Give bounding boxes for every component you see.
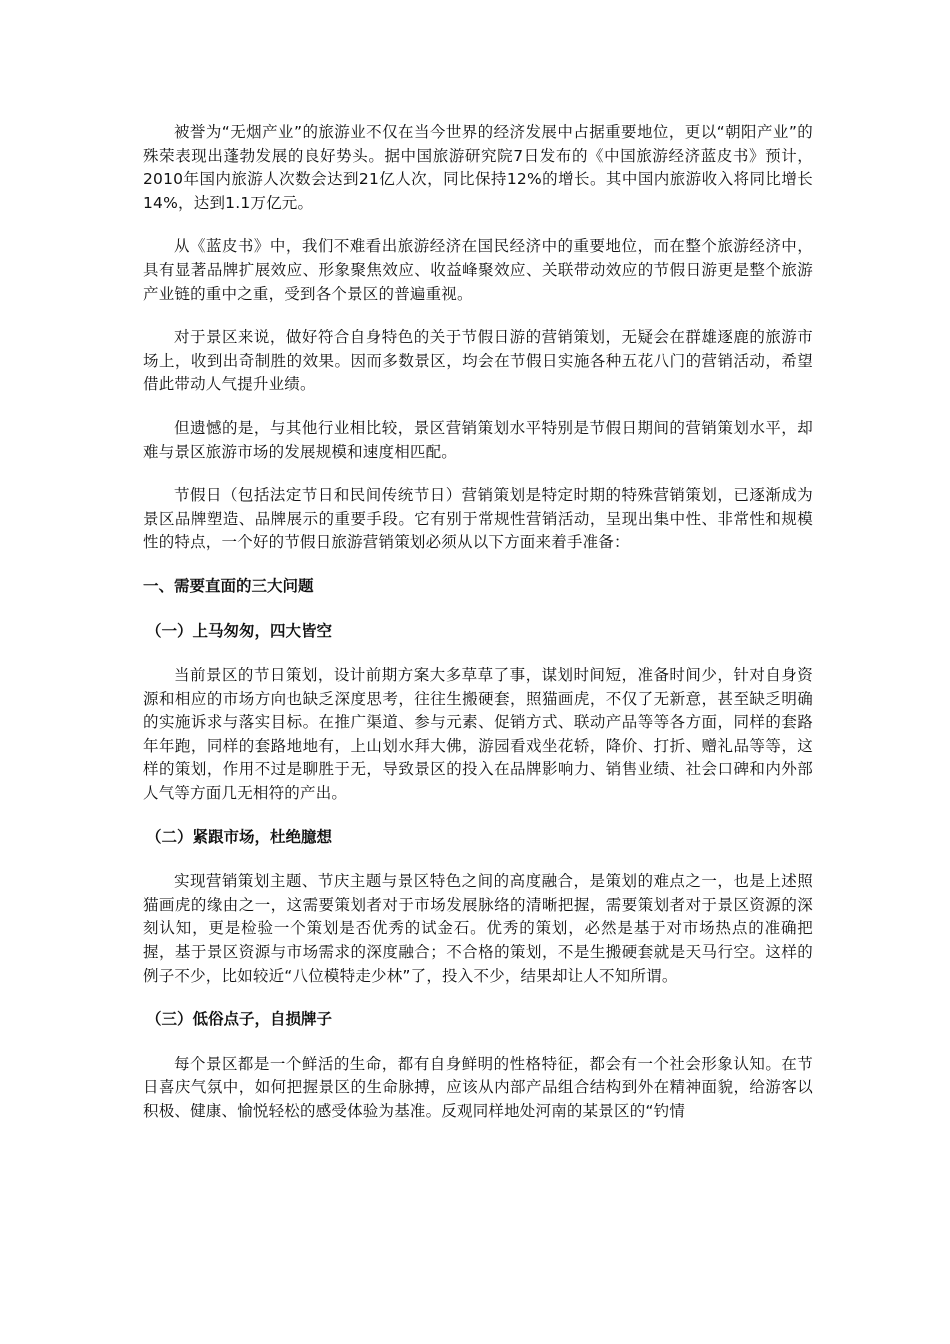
- subsection-heading-2: （二）紧跟市场，杜绝臆想: [146, 827, 333, 846]
- subsection-paragraph-1: 当前景区的节日策划，设计前期方案大多草草了事，谋划时间短，准备时间少，针对自身资源和相应的市场方向也缺乏深度思考，往往生搬硬套，照猫画虎，不仅了无新意，甚至缺乏明确的实施诉求与落实目标。在推广渠道、参与元素、促销方式、联动产品等等各方面，同样的套路年年跑，同样的套路地地有，上山划水拜大佛，游园看戏坐花轿，降价、打折、赠礼品等等，这样的策划，作用不过是聊胜于无，导致景区的投入在品牌影响力、销售业绩、社会口碑和内外部人气等方面几无相符的产出。: [143, 666, 813, 803]
- paragraph-intro-4: 但遗憾的是，与其他行业相比较，景区营销策划水平特别是节假日期间的营销策划水平，却难与景区旅游市场的发展规模和速度相匹配。: [143, 418, 813, 461]
- paragraph-intro-1: 被誉为“无烟产业”的旅游业不仅在当今世界的经济发展中占据重要地位，更以“朝阳产业”的殊荣表现出蓬勃发展的良好势头。据中国旅游研究院7日发布的《中国旅游经济蓝皮书》预计，2010年国内旅游人次数会达到21亿人次，同比保持12%的增长。其中国内旅游收入将同比增长14%，达到1.1万亿元。: [143, 123, 813, 212]
- section-heading-1: 一、需要直面的三大问题: [143, 576, 314, 595]
- subsection-heading-3: （三）低俗点子，自损牌子: [146, 1010, 333, 1029]
- paragraph-intro-5: 节假日（包括法定节日和民间传统节日）营销策划是特定时期的特殊营销策划，已逐渐成为景区品牌塑造、品牌展示的重要手段。它有别于常规性营销活动，呈现出集中性、非常性和规模性的特点，一个好的节假日旅游营销策划必须从以下方面来着手准备：: [143, 486, 813, 552]
- paragraph-intro-2: 从《蓝皮书》中，我们不难看出旅游经济在国民经济中的重要地位，而在整个旅游经济中，具有显著品牌扩展效应、形象聚焦效应、收益峰聚效应、关联带动效应的节假日游更是整个旅游产业链的重中之重，受到各个景区的普遍重视。: [143, 237, 813, 303]
- subsection-heading-1: （一）上马匆匆，四大皆空: [146, 621, 333, 640]
- paragraph-intro-3: 对于景区来说，做好符合自身特色的关于节假日游的营销策划，无疑会在群雄逐鹿的旅游市场上，收到出奇制胜的效果。因而多数景区，均会在节假日实施各种五花八门的营销活动，希望借此带动人气提升业绩。: [143, 328, 813, 394]
- subsection-paragraph-3: 每个景区都是一个鲜活的生命，都有自身鲜明的性格特征，都会有一个社会形象认知。在节日喜庆气氛中，如何把握景区的生命脉搏，应该从内部产品组合结构到外在精神面貌，给游客以积极、健康、愉悦轻松的感受体验为基准。反观同样地处河南的某景区的“钓情: [143, 1054, 813, 1120]
- document-body: [143, 121, 813, 1144]
- subsection-paragraph-2: 实现营销策划主题、节庆主题与景区特色之间的高度融合，是策划的难点之一，也是上述照猫画虎的缘由之一，这需要策划者对于市场发展脉络的清晰把握，需要策划者对于景区资源的深刻认知，更是检验一个策划是否优秀的试金石。优秀的策划，必然是基于对市场热点的准确把握，基于景区资源与市场需求的深度融合；不合格的策划，不是生搬硬套就是天马行空。这样的例子不少，比如较近“八位模特走少林”了，投入不少，结果却让人不知所谓。: [143, 872, 813, 985]
